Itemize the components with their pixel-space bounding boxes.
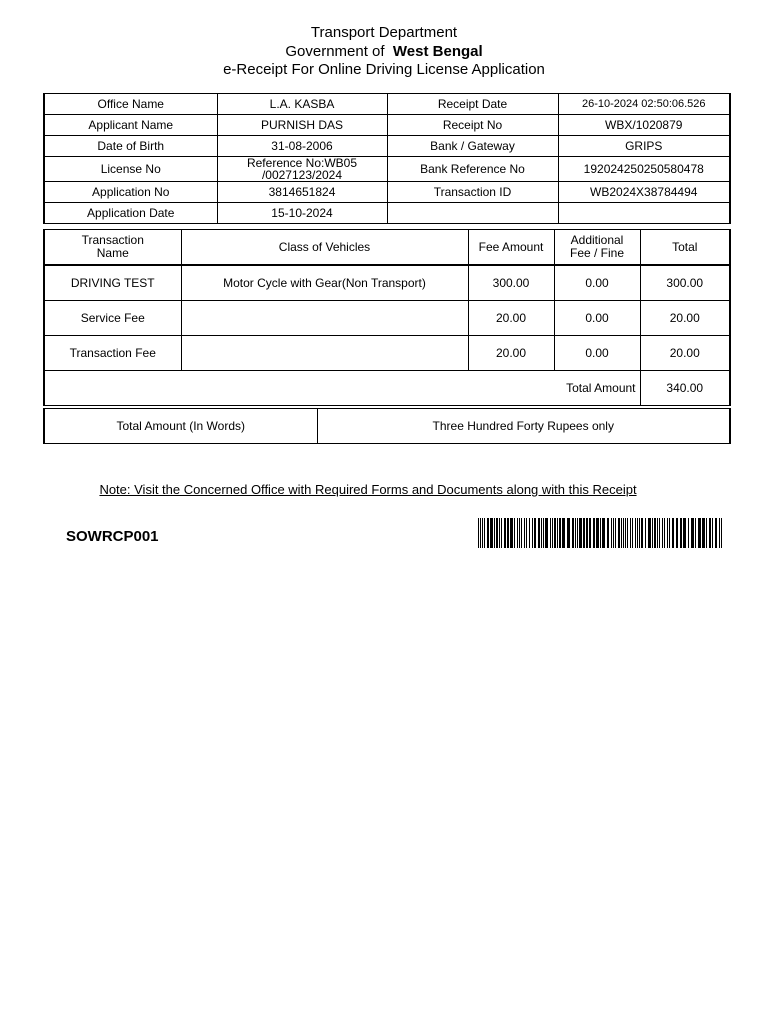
table-row <box>44 115 730 136</box>
header-fee-amount: Fee Amount <box>468 230 554 266</box>
state-name: West Bengal <box>392 43 483 60</box>
bank-ref-label: Bank Reference No <box>387 157 558 182</box>
table-row <box>44 182 730 203</box>
application-date-value: 15-10-2024 <box>217 203 387 224</box>
note-text: Note: Visit the Concerned Office with Required Forms and Documents along with this Receipt <box>99 482 637 497</box>
bank-gateway-value: GRIPS <box>558 136 730 157</box>
dob-label: Date of Birth <box>44 136 217 157</box>
total-row <box>44 371 730 406</box>
empty-cell <box>387 203 558 224</box>
header-additional-fee <box>554 230 640 266</box>
fee-class: Motor Cycle with Gear(Non Transport) <box>181 265 468 301</box>
receipt-date-label: Receipt Date <box>387 94 558 115</box>
header-additional-line2: Fee / Fine <box>569 246 625 260</box>
application-no-value: 3814651824 <box>217 182 387 203</box>
table-row <box>44 336 730 371</box>
fee-total: 20.00 <box>640 301 730 336</box>
license-no-label: License No <box>44 157 217 182</box>
table-row <box>44 136 730 157</box>
header-transaction-name <box>44 230 181 266</box>
fee-name: DRIVING TEST <box>44 265 181 301</box>
applicant-info-table <box>43 93 731 224</box>
application-date-label: Application Date <box>44 203 217 224</box>
application-no-label: Application No <box>44 182 217 203</box>
fee-total: 300.00 <box>640 265 730 301</box>
table-row <box>44 409 730 444</box>
fee-additional: 0.00 <box>554 336 640 371</box>
department-title: Transport Department <box>310 24 458 41</box>
table-row <box>44 301 730 336</box>
barcode-icon <box>478 518 722 548</box>
header-transaction-line2: Name <box>96 246 129 260</box>
license-no-line2: /0027123/2024 <box>261 168 343 182</box>
table-row <box>44 157 730 182</box>
fee-table <box>43 229 731 406</box>
empty-cell <box>558 203 730 224</box>
form-code: SOWRCP001 <box>66 528 159 545</box>
fee-additional: 0.00 <box>554 265 640 301</box>
receipt-title: e-Receipt For Online Driving License Application <box>223 61 545 78</box>
header-class-of-vehicles: Class of Vehicles <box>181 230 468 266</box>
amount-in-words-table <box>43 408 731 444</box>
fee-additional: 0.00 <box>554 301 640 336</box>
amount-in-words-label: Total Amount (In Words) <box>44 409 317 444</box>
fee-name: Transaction Fee <box>44 336 181 371</box>
fee-class <box>181 301 468 336</box>
dob-value: 31-08-2006 <box>217 136 387 157</box>
header-additional-line1: Additional <box>570 233 624 247</box>
government-prefix: Government of <box>285 43 385 60</box>
receipt-no-value: WBX/1020879 <box>558 115 730 136</box>
table-row <box>44 203 730 224</box>
fee-name: Service Fee <box>44 301 181 336</box>
amount-in-words-value: Three Hundred Forty Rupees only <box>317 409 730 444</box>
government-line <box>0 43 768 60</box>
fee-header-row <box>44 230 730 266</box>
header-total: Total <box>640 230 730 266</box>
applicant-name-label: Applicant Name <box>44 115 217 136</box>
table-row <box>44 94 730 115</box>
total-amount-label: Total Amount <box>44 371 640 406</box>
applicant-name-value: PURNISH DAS <box>217 115 387 136</box>
receipt-date-value: 26-10-2024 02:50:06.526 <box>558 94 730 115</box>
fee-total: 20.00 <box>640 336 730 371</box>
fee-amount: 20.00 <box>468 336 554 371</box>
bank-ref-value: 192024250250580478 <box>558 157 730 182</box>
fee-amount: 20.00 <box>468 301 554 336</box>
license-no-value <box>217 157 387 182</box>
bank-gateway-label: Bank / Gateway <box>387 136 558 157</box>
license-no-line1: Reference No:WB05 <box>246 156 358 170</box>
office-name-label: Office Name <box>44 94 217 115</box>
fee-class <box>181 336 468 371</box>
total-amount-value: 340.00 <box>640 371 730 406</box>
receipt-no-label: Receipt No <box>387 115 558 136</box>
table-row <box>44 265 730 301</box>
transaction-id-value: WB2024X38784494 <box>558 182 730 203</box>
office-name-value: L.A. KASBA <box>217 94 387 115</box>
header-transaction-line1: Transaction <box>81 233 144 247</box>
transaction-id-label: Transaction ID <box>387 182 558 203</box>
fee-amount: 300.00 <box>468 265 554 301</box>
